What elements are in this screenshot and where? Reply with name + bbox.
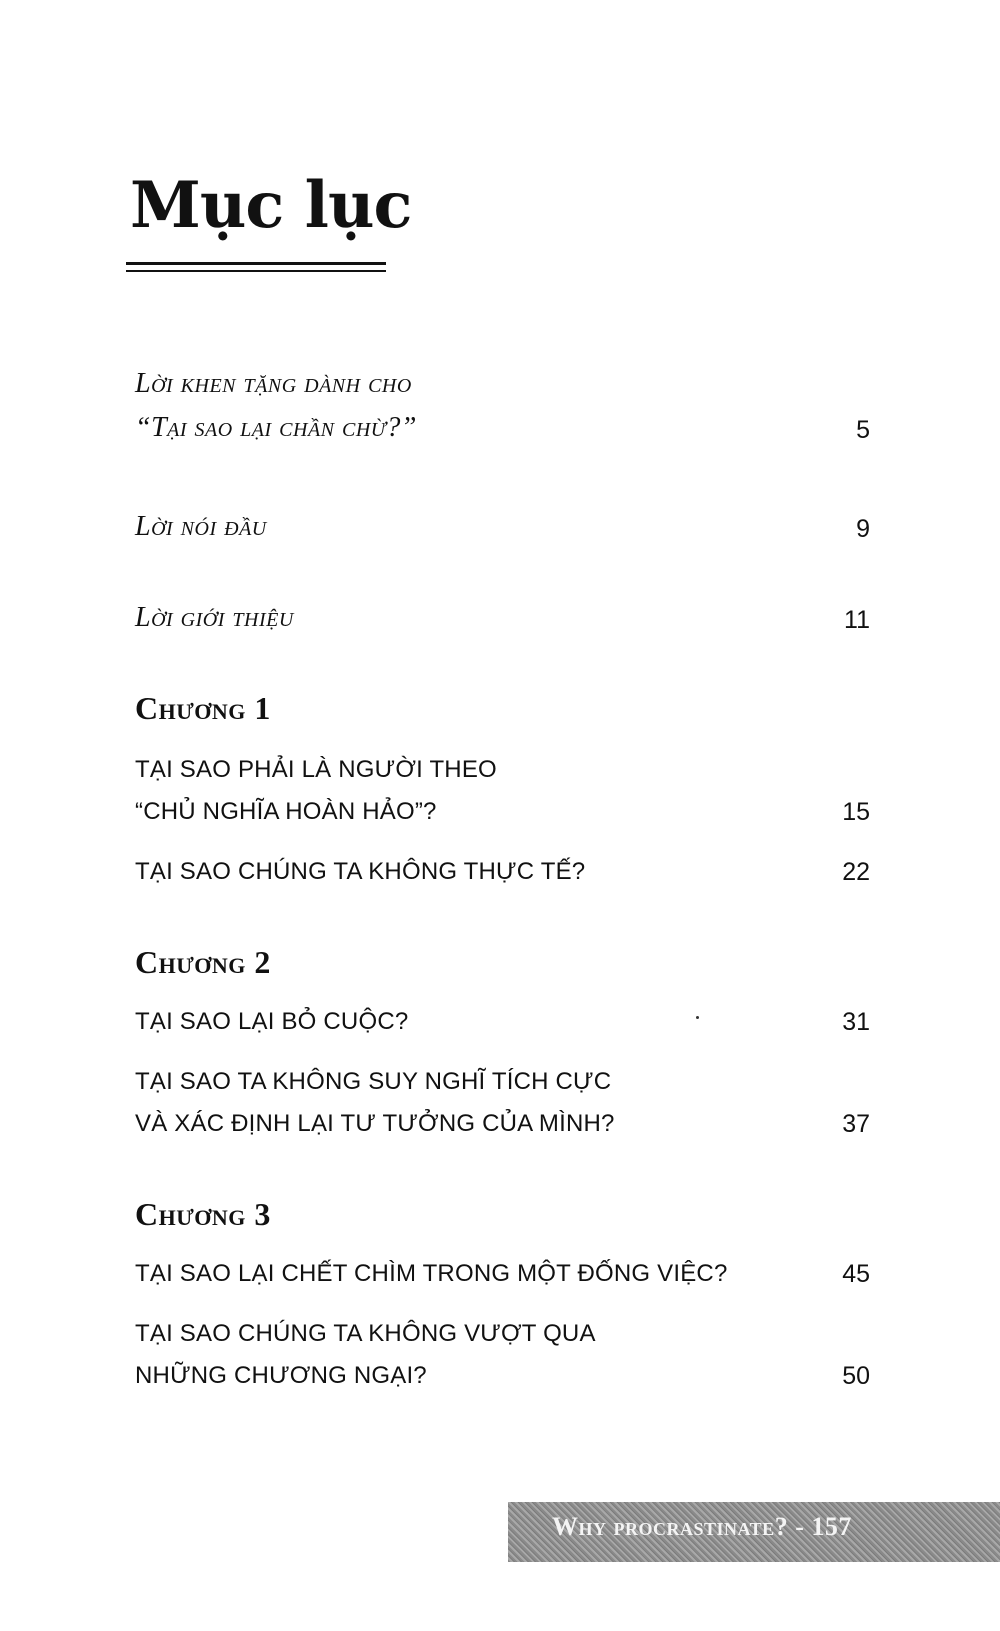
footer-running-title: Why procrastinate? - 157: [552, 1512, 852, 1541]
toc-entry-line: TẠI SAO TA KHÔNG SUY NGHĨ TÍCH CỰC: [135, 1068, 612, 1095]
toc-front-line: Lời giới thiệu: [135, 602, 294, 633]
toc-entry-line: TẠI SAO PHẢI LÀ NGƯỜI THEO: [135, 756, 497, 783]
toc-front-line: “Tại sao lại chần chừ?”: [135, 412, 417, 443]
toc-page-number: 11: [844, 606, 870, 634]
chapter-heading: Chương 2: [135, 944, 271, 980]
title-rule-bottom: [126, 270, 386, 272]
toc-front-line: Lời khen tặng dành cho: [135, 368, 412, 399]
toc-entry-line: NHỮNG CHƯƠNG NGẠI?: [135, 1362, 427, 1389]
toc-front-line: Lời nói đầu: [135, 511, 267, 542]
toc-entry-line: VÀ XÁC ĐỊNH LẠI TƯ TƯỞNG CỦA MÌNH?: [135, 1110, 615, 1137]
toc-entry-line: TẠI SAO CHÚNG TA KHÔNG VƯỢT QUA: [135, 1320, 596, 1347]
toc-entry-line: TẠI SAO LẠI BỎ CUỘC?: [135, 1008, 409, 1035]
toc-page-number: 9: [856, 515, 870, 543]
toc-entry-line: “CHỦ NGHĨA HOÀN HẢO”?: [135, 798, 437, 825]
toc-page-number: 37: [842, 1110, 870, 1138]
print-speck: [696, 1016, 699, 1019]
toc-page-number: 5: [856, 416, 870, 444]
chapter-heading: Chương 1: [135, 690, 271, 726]
chapter-heading: Chương 3: [135, 1196, 271, 1232]
toc-page-number: 22: [842, 858, 870, 886]
toc-page-number: 31: [842, 1008, 870, 1036]
toc-page-number: 50: [842, 1362, 870, 1390]
title-rule-top: [126, 262, 386, 265]
toc-page-number: 15: [842, 798, 870, 826]
toc-entry-line: TẠI SAO LẠI CHẾT CHÌM TRONG MỘT ĐỐNG VIỆC?: [135, 1260, 728, 1287]
toc-page-number: 45: [842, 1260, 870, 1288]
page-title: Mục lục: [130, 168, 412, 243]
toc-entry-line: TẠI SAO CHÚNG TA KHÔNG THỰC TẾ?: [135, 858, 586, 885]
